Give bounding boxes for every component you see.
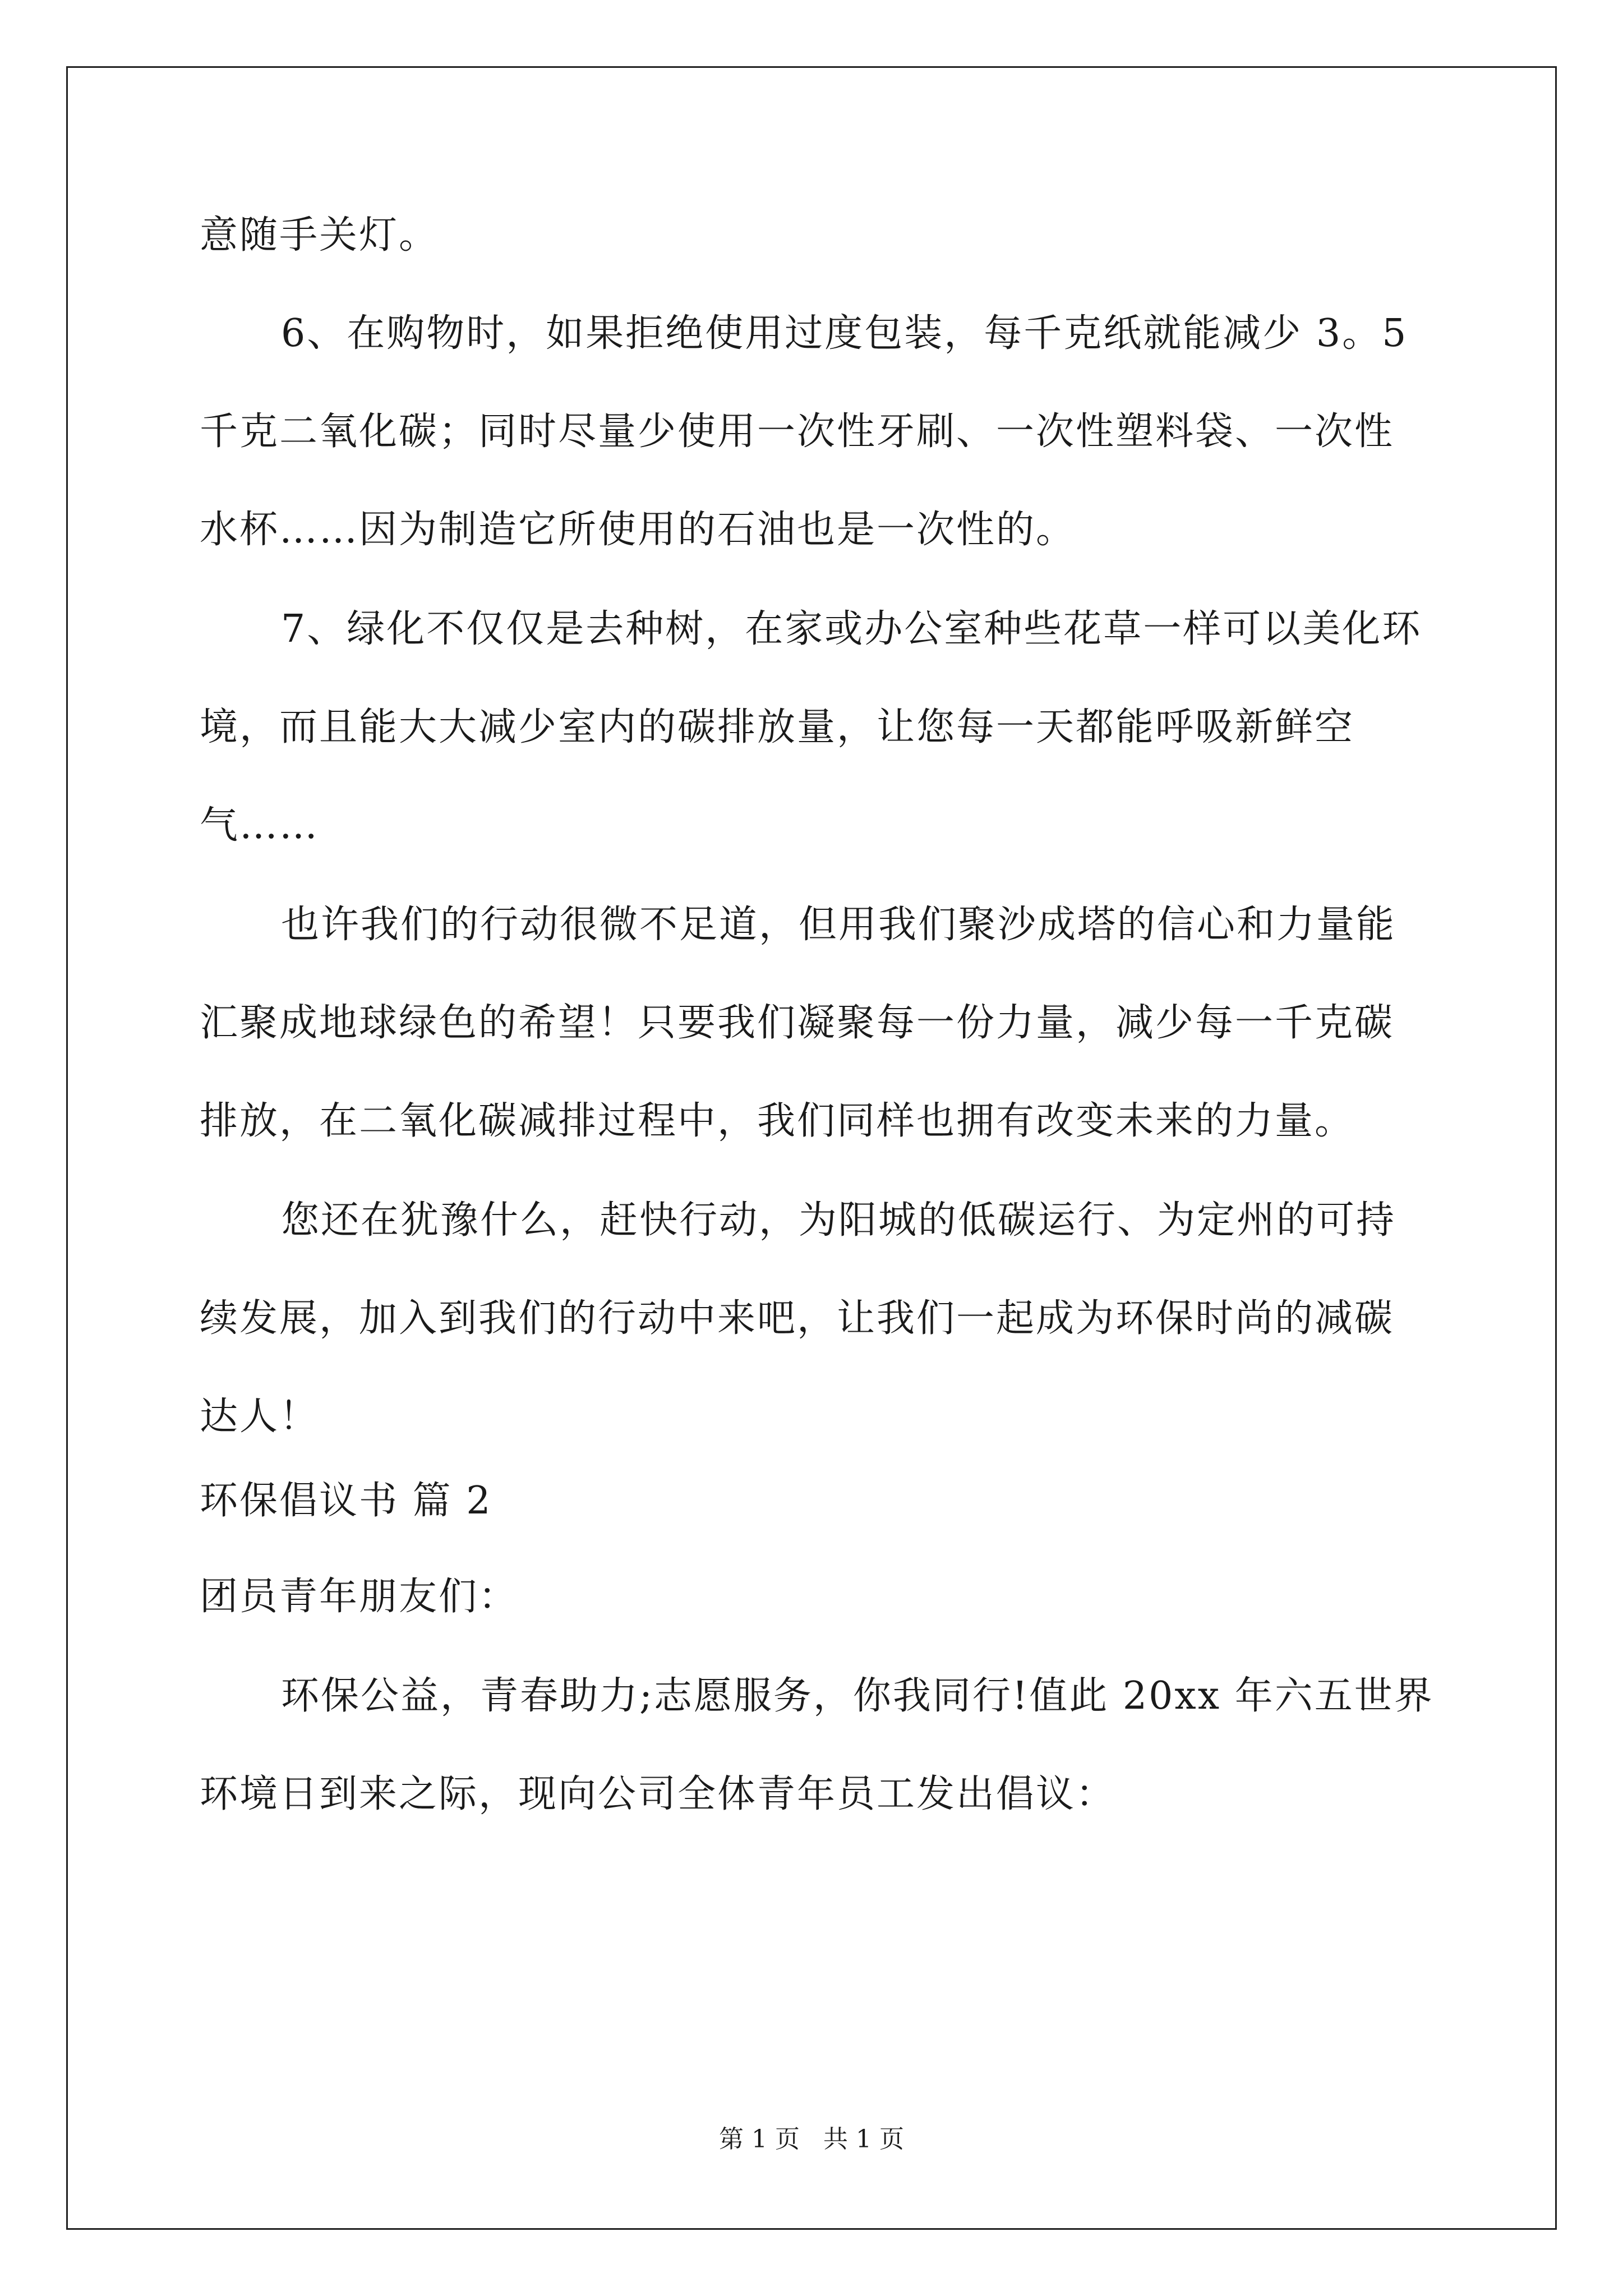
text-line: 环境日到来之际，现向公司全体青年员工发出倡议： — [200, 1772, 1116, 1816]
text-line: 续发展，加入到我们的行动中来吧，让我们一起成为环保时尚的减碳 — [200, 1296, 1395, 1341]
text-line: 汇聚成地球绿色的希望！只要我们凝聚每一份力量，减少每一千克碳 — [200, 1001, 1395, 1045]
section-heading: 环保倡议书 篇 2 — [200, 1479, 492, 1523]
text-line: 水杯……因为制造它所使用的石油也是一次性的。 — [200, 508, 1076, 552]
text-line: 排放，在二氧化碳减排过程中，我们同样也拥有改变未来的力量。 — [200, 1099, 1355, 1143]
text-line: 您还在犹豫什么，赶快行动，为阳城的低碳运行、为定州的可持 — [281, 1198, 1396, 1243]
text-line: 环保公益，青春助力;志愿服务，你我同行!值此 20xx 年六五世界 — [281, 1674, 1434, 1718]
text-line: 也许我们的行动很微不足道，但用我们聚沙成塔的信心和力量能 — [281, 903, 1396, 947]
text-line: 气…… — [200, 803, 320, 848]
page-number: 第 1 页 — [719, 2125, 800, 2154]
text-line: 千克二氧化碳；同时尽量少使用一次性牙刷、一次性塑料袋、一次性 — [200, 409, 1395, 454]
text-line: 意随手关灯。 — [200, 213, 439, 257]
text-line: 6、在购物时，如果拒绝使用过度包装，每千克纸就能减少 3。5 — [281, 311, 1408, 356]
page-border — [66, 66, 1557, 2230]
text-line: 境，而且能大大减少室内的碳排放量，让您每一天都能呼吸新鲜空 — [200, 705, 1355, 749]
text-line: 7、绿化不仅仅是去种树，在家或办公室种些花草一样可以美化环 — [281, 607, 1422, 651]
page-footer — [0, 2124, 1623, 2155]
text-line: 达人！ — [200, 1395, 320, 1439]
page-total: 共 1 页 — [823, 2125, 904, 2154]
salutation: 团员青年朋友们： — [200, 1575, 519, 1619]
